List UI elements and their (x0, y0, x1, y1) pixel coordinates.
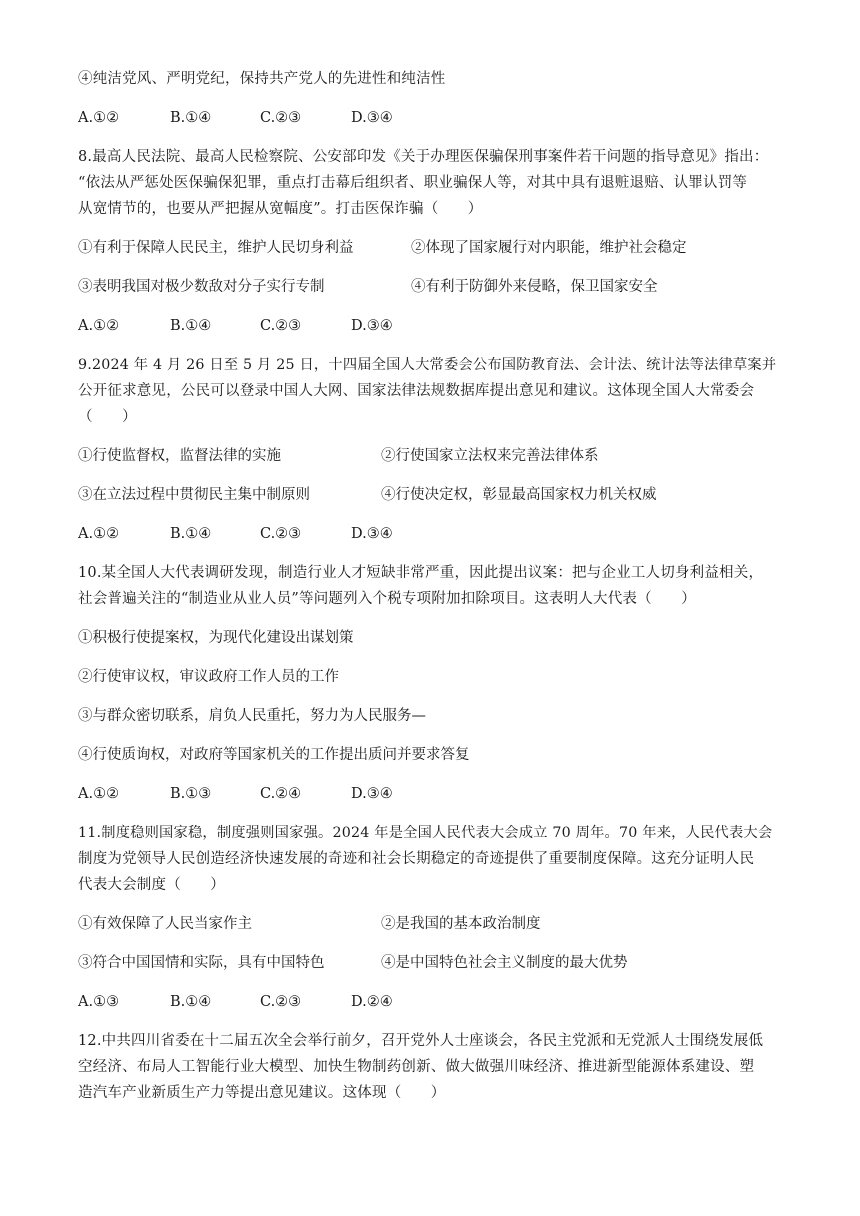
q11-option-b: B.①④ (170, 994, 212, 1010)
q9-option-a: A.①② (78, 526, 120, 542)
q7-item-4: ④纯洁党风、严明党纪，保持共产党人的先进性和纯洁性 (78, 71, 446, 87)
q10-item-2: ②行使审议权，审议政府工作人员的工作 (78, 669, 339, 685)
q11-stem-line-3: 代表大会制度（ ） (78, 877, 225, 893)
q7-option-c: C.②③ (260, 110, 302, 126)
q8-stem-line-2: “依法从严惩处医保骗保犯罪，重点打击幕后组织者、职业骗保人等，对其中具有退赃退赔、认罪认罚等 (78, 175, 748, 191)
q9-stem-line-1: 9.2024 年 4 月 26 日至 5 月 25 日，十四届全国人大常委会公布国防教育法、会计法、统计法等法律草案并 (78, 357, 777, 373)
q11-item-2: ②是我国的基本政治制度 (381, 916, 541, 932)
q11-stem-line-1: 11.制度稳则国家稳，制度强则国家强。2024 年是全国人民代表大会成立 70 周年。70 年来，人民代表大会 (78, 825, 773, 841)
q8-item-3: ③表明我国对极少数敌对分子实行专制 (78, 279, 325, 295)
q9-item-2: ②行使国家立法权来完善法律体系 (381, 448, 599, 464)
q9-item-3: ③在立法过程中贯彻民主集中制原则 (78, 487, 310, 503)
q10-option-d: D.③④ (351, 786, 393, 802)
q12-stem-line-3: 造汽车产业新质生产力等提出意见建议。这体现（ ） (78, 1085, 446, 1101)
q9-option-c: C.②③ (260, 526, 302, 542)
q8-stem-line-1: 8.最高人民法院、最高人民检察院、公安部印发《关于办理医保骗保刑事案件若干问题的指导意见》指出： (78, 149, 769, 165)
q9-item-4: ④行使决定权，彰显最高国家权力机关权威 (381, 487, 657, 503)
q9-option-d: D.③④ (351, 526, 393, 542)
q11-item-4: ④是中国特色社会主义制度的最大优势 (381, 955, 628, 971)
q11-stem-line-2: 制度为党领导人民创造经济快速发展的奇迹和社会长期稳定的奇迹提供了重要制度保障。这充分证明人民 (78, 851, 755, 867)
q11-option-a: A.①③ (78, 994, 120, 1010)
q10-option-b: B.①③ (170, 786, 212, 802)
q10-item-3: ③与群众密切联系，肩负人民重托，努力为人民服务— (78, 708, 426, 724)
q8-option-c: C.②③ (260, 318, 302, 334)
q8-stem-line-3: 从宽情节的，也要从严把握从宽幅度”。打击医保诈骗（ ） (78, 201, 483, 217)
q9-stem-line-3: （ ） (78, 409, 137, 425)
q11-item-3: ③符合中国国情和实际，具有中国特色 (78, 955, 325, 971)
q10-item-4: ④行使质询权，对政府等国家机关的工作提出质问并要求答复 (78, 747, 470, 763)
q8-option-d: D.③④ (351, 318, 393, 334)
q11-item-1: ①有效保障了人民当家作主 (78, 916, 252, 932)
q9-item-1: ①行使监督权，监督法律的实施 (78, 448, 281, 464)
q11-option-d: D.②④ (351, 994, 393, 1010)
q11-option-c: C.②③ (260, 994, 302, 1010)
q9-option-b: B.①④ (170, 526, 212, 542)
q10-item-1: ①积极行使提案权，为现代化建设出谋划策 (78, 630, 354, 646)
q8-item-1: ①有利于保障人民民主，维护人民切身利益 (78, 240, 354, 256)
q12-stem-line-1: 12.中共四川省委在十二届五次全会举行前夕，召开党外人士座谈会，各民主党派和无党派人士围绕发展低 (78, 1033, 764, 1049)
q8-item-4: ④有利于防御外来侵略，保卫国家安全 (411, 279, 658, 295)
q10-option-a: A.①② (78, 786, 120, 802)
q10-option-c: C.②④ (260, 786, 302, 802)
q9-stem-line-2: 公开征求意见，公民可以登录中国人大网、国家法律法规数据库提出意见和建议。这体现全国人大常委会 (78, 383, 755, 399)
q12-stem-line-2: 空经济、布局人工智能行业大模型、加快生物制药创新、做大做强川味经济、推进新型能源体系建设、塑 (78, 1059, 755, 1075)
q8-option-a: A.①② (78, 318, 120, 334)
q7-option-d: D.③④ (351, 110, 393, 126)
q10-stem-line-2: 社会普遍关注的“制造业从业人员”等问题列入个税专项附加扣除项目。这表明人大代表（ ） (78, 591, 696, 607)
q7-option-a: A.①② (78, 110, 120, 126)
q10-stem-line-1: 10.某全国人大代表调研发现，制造行业人才短缺非常严重，因此提出议案：把与企业工人切身利益相关， (78, 565, 764, 581)
q7-option-b: B.①④ (170, 110, 212, 126)
q8-option-b: B.①④ (170, 318, 212, 334)
q8-item-2: ②体现了国家履行对内职能，维护社会稳定 (411, 240, 687, 256)
